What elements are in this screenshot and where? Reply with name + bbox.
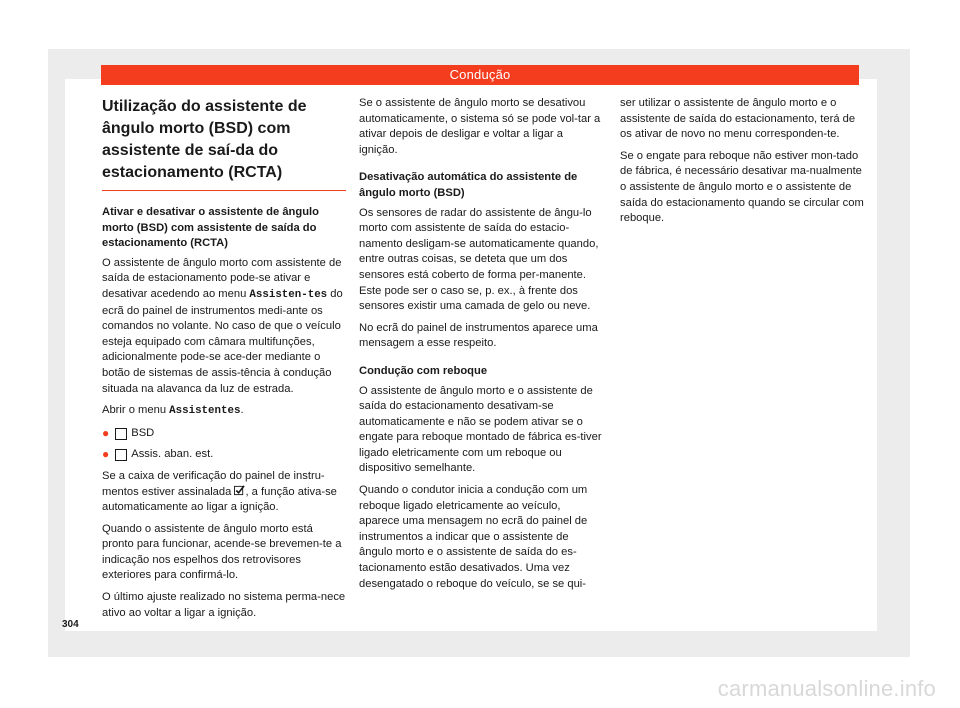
- paragraph: Se o engate para reboque não estiver mon-tado de fábrica, é necessário desativar ma-nualmente o assistente de ângulo morto e o assistente de saída do estacionamento quando se circular com reboque.: [620, 149, 864, 225]
- column-3: [620, 96, 864, 233]
- option-list: [102, 426, 346, 463]
- page-number: 304: [62, 619, 79, 630]
- paragraph: O último ajuste realizado no sistema perma-nece ativo ao voltar a ligar a ignição.: [102, 591, 346, 619]
- menu-name: Assisten-tes: [249, 288, 328, 301]
- checkbox-empty-icon: [115, 428, 127, 440]
- subheading-towing: Condução com reboque: [359, 364, 488, 377]
- paragraph: O assistente de ângulo morto e o assistente de saída do estacionamento desativam-se automaticamente e não se podem ativar se o engate para reboque montado de fábrica es-tiver ligado eletricamente com um reboque ou dispositivo semelhante.: [359, 384, 602, 475]
- checkbox-empty-icon: [115, 449, 127, 461]
- bullet-icon: ●: [102, 425, 110, 440]
- paragraph: Se a caixa de verificação do painel de instru-mentos estiver assinalada , a função ativa-se automaticamente ao ligar a ignição.: [102, 469, 337, 514]
- chapter-header: [101, 65, 859, 85]
- list-item: ● Assis. aban. est.: [102, 447, 214, 462]
- paragraph: No ecrã do painel de instrumentos aparece uma mensagem a esse respeito.: [359, 321, 598, 350]
- paragraph: ser utilizar o assistente de ângulo morto e o assistente de saída do estacionamento, terá de os ativar de novo no menu corresponden-te.: [620, 97, 856, 141]
- bullet-icon: ●: [102, 447, 110, 462]
- watermark: carmanualsonline.info: [717, 676, 936, 701]
- column-2: [359, 96, 603, 598]
- paragraph: Os sensores de radar do assistente de ângu-lo morto com assistente de saída do estacio-namento desligam-se automaticamente quando, entre outras coisas, se deteta que um dos sensores está coberto de forma per-manente. Este pode ser o caso se, p. ex., à frente dos sensores existir uma camada de gelo ou neve.: [359, 206, 599, 313]
- paragraph: Quando o condutor inicia a condução com um reboque ligado eletricamente ao veículo, aparece uma mensagem no ecrã do painel de instrumentos a indicar que o assistente de ângulo morto e o assistente de saída do es-tacionamento estão desativados. Uma vez desengatado o reboque do veículo, se se qui-: [359, 484, 588, 590]
- checkbox-checked-icon: [234, 485, 245, 496]
- paragraph: O assistente de ângulo morto com assistente de saída de estacionamento pode-se ativar e desativar acedendo ao menu Assisten-tes do ecrã do painel de instrumentos medi-ante os comandos no volante. No caso de que o veículo esteja equipado com câmara multifunções, adicionalmente pode-se ace-der mediante o botão de sistemas de assis-tência à condução situada na alavanca da luz de estrada.: [102, 256, 343, 395]
- subheading-activate: Ativar e desativar o assistente de ângulo morto (BSD) com assistente de saída do estacionamento (RCTA): [102, 206, 319, 250]
- menu-name: Assistentes: [169, 405, 241, 418]
- chapter-title: Condução: [449, 67, 511, 82]
- column-1: [102, 96, 346, 627]
- subheading-auto-deactivation: Desativação automática do assistente de ângulo morto (BSD): [359, 171, 578, 199]
- list-item: ● BSD: [102, 425, 155, 440]
- paragraph: Abrir o menu Assistentes.: [102, 404, 244, 418]
- section-title: Utilização do assistente de ângulo morto (BSD) com assistente de saí-da do estacionamento (RCTA): [102, 96, 346, 191]
- paragraph: Se o assistente de ângulo morto se desativou automaticamente, o sistema só se pode vol-tar a ativar depois de desligar e voltar a ligar a ignição.: [359, 97, 601, 156]
- paragraph: Quando o assistente de ângulo morto está pronto para funcionar, acende-se brevemen-te a indicação nos espelhos dos retrovisores exteriores para confirmá-lo.: [102, 522, 342, 582]
